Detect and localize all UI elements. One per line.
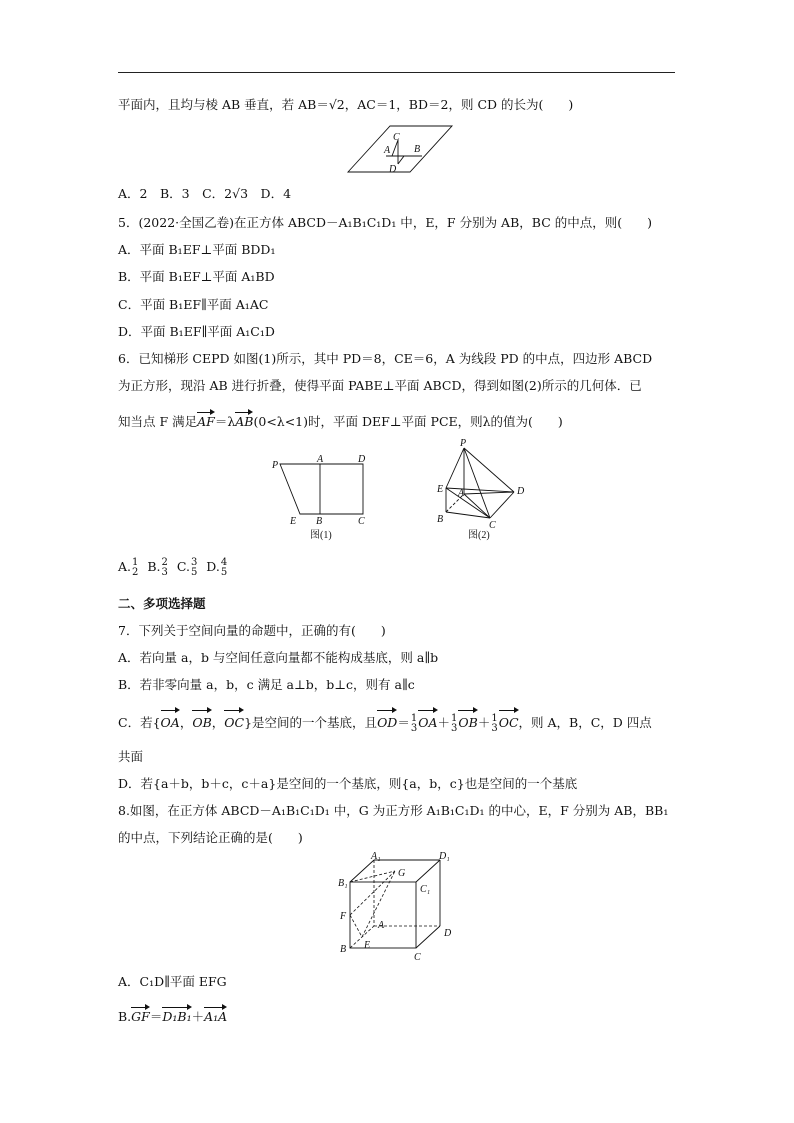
q7-c-plus: ＋ [437,715,451,730]
q5-option-b: B．平面 B₁EF⊥平面 A₁BD [118,269,275,284]
fig1-caption: 图(1) [310,530,332,541]
frac-den: 2 [132,566,139,578]
frac-num: 1 [410,712,418,724]
cube-label-d: D [444,928,452,939]
fig2-label-d: D [517,486,525,497]
q8-b-prefix: B. [118,1009,132,1024]
cube-label-c: C [414,952,421,963]
one-third-frac [491,714,497,734]
frac-den: 5 [190,566,198,578]
vector-oc: OC [224,709,244,734]
q8-line-2: 的中点，下列结论正确的是( ) [118,830,303,845]
q4-options: A．2 B．3 C．2√3 D．4 [118,186,292,201]
fig2-label-e: E [437,484,444,495]
q6-figure-1 [268,452,378,544]
cube-label-b: B [340,944,347,955]
frac-den: 3 [491,722,498,734]
vector-od: OD [377,709,397,734]
fig-label-c: C [393,132,400,143]
fig1-label-e: E [290,516,297,527]
q6-option-d-label: D. [206,559,220,574]
q6-option-c-frac [191,558,197,578]
q6-line-2: 为正方形，现沿 AB 进行折叠，使得平面 PABE⊥平面 ABCD，得到如图(2)所示的几何体．已 [118,378,642,393]
fig2-label-c: C [489,520,496,531]
q7-option-c [118,709,652,734]
q7-option-c-line-2: 共面 [118,749,144,764]
q6-line-3 [118,411,563,430]
cube-label-d1: D₁ [439,852,450,862]
q6-options [118,556,228,578]
frac-den: 5 [220,566,228,578]
fig-label-b: B [414,144,421,155]
frac-den: 3 [410,722,418,734]
q6-figure-2 [434,436,534,544]
frac-num: 3 [190,556,198,568]
vector-ob: OB [192,709,211,734]
q6-option-c-label: C. [176,559,190,574]
one-third-frac [451,714,457,734]
fig-label-a: A [384,145,391,156]
cube-label-g: G [398,868,406,879]
q4-stem: 平面内，且均与棱 AB 垂直，若 AB＝√2，AC＝1，BD＝2，则 CD 的长为( ) [118,97,574,112]
frac-num: 4 [220,556,228,568]
fig1-label-b: B [316,516,323,527]
q4-figure [340,122,460,178]
q6-line-3-a: 知当点 F 满足 [118,414,198,429]
q7-c-plus: ＋ [477,715,491,730]
q5-option-a: A．平面 B₁EF⊥平面 BDD₁ [118,242,276,257]
q6-option-b-label: B. [147,559,161,574]
q8-option-a: A．C₁D∥平面 EFG [118,974,227,989]
q7-c-comma: ， [179,715,193,730]
fig1-label-a: A [317,454,324,465]
frac-num: 2 [161,556,168,568]
q6-option-b-frac [162,558,168,578]
q6-option-a-frac [132,558,138,578]
header-rule [118,72,675,73]
q6-line-3-c: (0<λ<1)时，平面 DEF⊥平面 PCE，则λ的值为( ) [253,414,563,429]
fig2-label-p: P [460,438,467,449]
q7-c-tail: ，则 A，B，C，D 四点 [518,715,652,730]
q5-option-d: D．平面 B₁EF∥平面 A₁C₁D [118,324,275,339]
q7-option-a: A．若向量 a，b 与空间任意向量都不能构成基底，则 a∥b [118,650,439,665]
frac-den: 3 [451,722,458,734]
fig2-label-b: B [437,514,444,525]
q6-line-3-b: ＝λ [214,414,236,429]
cube-label-f: F [340,911,347,922]
frac-den: 3 [161,566,168,578]
cube-label-a1: A₁ [371,852,381,862]
vector-a1a: A₁A [204,1006,227,1025]
cube-label-e: E [364,940,371,951]
vector-oa: OA [161,709,180,734]
q7-c-comma: ， [211,715,225,730]
q7-stem: 7．下列关于空间向量的命题中，正确的有( ) [118,623,386,638]
q8-option-b [118,1006,227,1025]
section-title-multiple-choice: 二、多项选择题 [118,596,206,611]
fig1-label-d: D [358,454,366,465]
q8-b-plus: ＋ [191,1009,205,1024]
q7-c-prefix: C．若{ [118,715,161,730]
cube-label-b1: B₁ [338,878,348,889]
fig1-label-c: C [358,516,365,527]
fig2-label-a: A [458,488,465,499]
q8-line-1: 8.如图，在正方体 ABCD－A₁B₁C₁D₁ 中，G 为正方形 A₁B₁C₁D₁ 的中心，E，F 分别为 AB，BB₁ [118,803,669,818]
cube-label-a: A [378,920,385,931]
one-third-frac [411,714,417,734]
frac-num: 1 [451,712,458,724]
frac-num: 1 [132,556,139,568]
q6-vector-af: AF [197,411,215,430]
frac-num: 1 [491,712,498,724]
q6-option-a-label: A. [118,559,132,574]
vector-oa: OA [418,709,437,734]
vector-gf: GF [131,1006,150,1025]
cube-label-c1: C₁ [420,884,431,895]
q8-b-equals: ＝ [149,1009,163,1024]
vector-d1b1: D₁B₁ [162,1006,191,1025]
q6-vector-ab: AB [235,411,253,430]
q7-option-b: B．若非零向量 a，b，c 满足 a⊥b，b⊥c，则有 a∥c [118,677,415,692]
q5-stem: 5．(2022·全国乙卷)在正方体 ABCD－A₁B₁C₁D₁ 中，E，F 分别为 AB，BC 的中点，则( ) [118,215,652,230]
q7-c-equals: ＝ [397,715,410,730]
fig1-label-p: P [272,460,279,471]
fig-label-d: D [389,164,397,175]
vector-ob: OB [458,709,477,734]
q5-option-c: C．平面 B₁EF∥平面 A₁AC [118,297,269,312]
vector-oc: OC [499,709,519,734]
q6-option-d-frac [221,558,227,578]
q7-option-d: D．若{a＋b，b＋c，c＋a}是空间的一个基底，则{a，b，c}也是空间的一个基底 [118,776,578,791]
q7-c-middle: }是空间的一个基底，且 [244,715,378,730]
fig2-caption: 图(2) [468,530,490,541]
q8-cube-figure [334,852,464,968]
q6-line-1: 6．已知梯形 CEPD 如图(1)所示，其中 PD＝8，CE＝6，A 为线段 PD 的中点，四边形 ABCD [118,351,653,366]
